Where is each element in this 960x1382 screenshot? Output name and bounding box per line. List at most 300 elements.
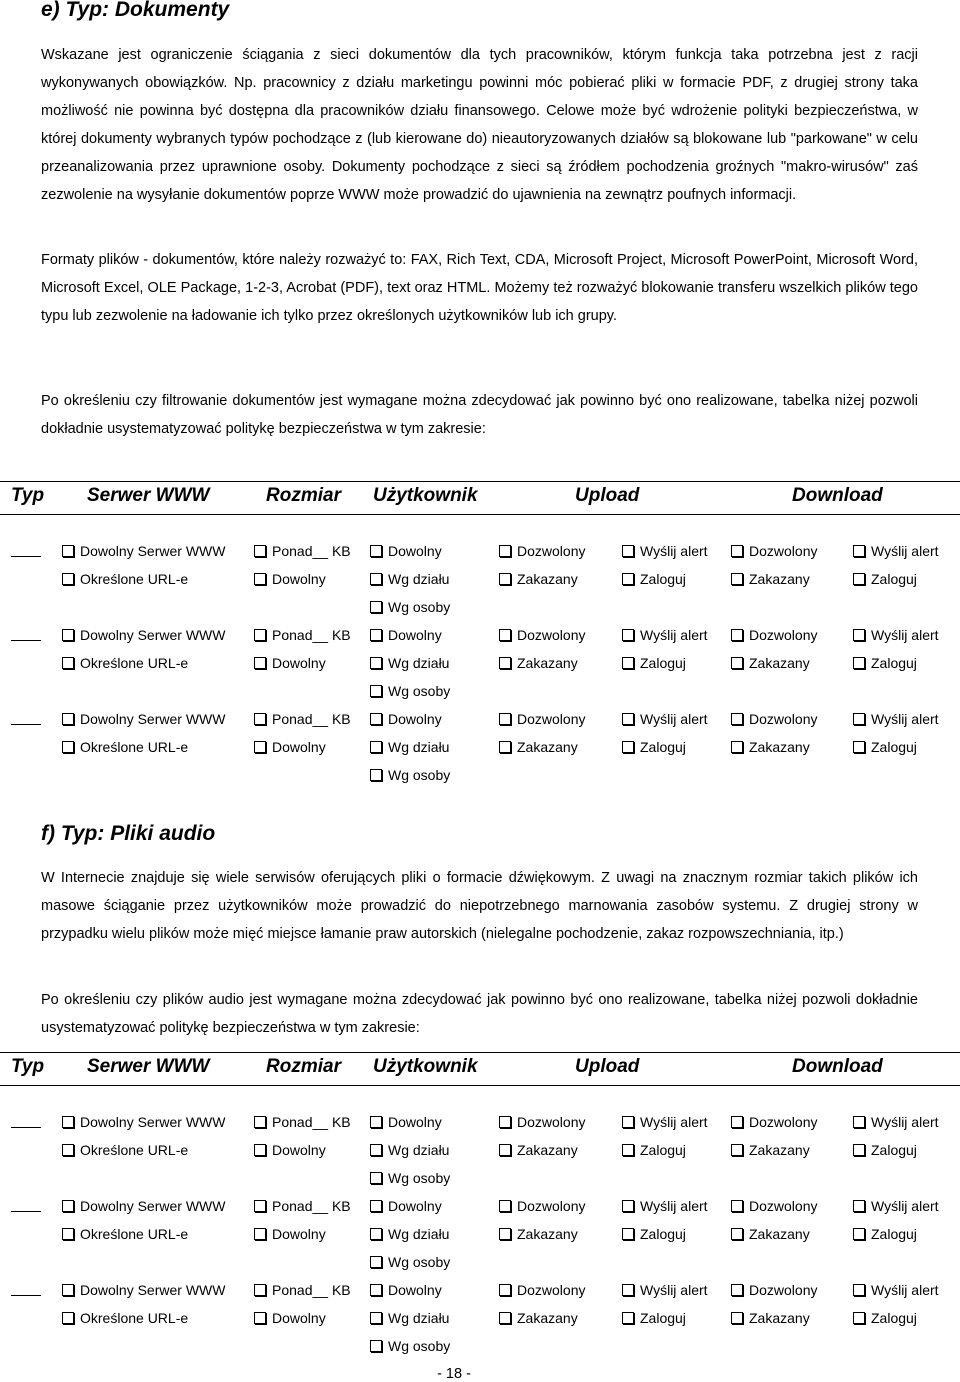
checkbox-icon[interactable] bbox=[370, 629, 382, 641]
checkbox-label: Wg osoby bbox=[388, 1254, 451, 1270]
checkbox-download-allowed[interactable] bbox=[731, 1281, 817, 1299]
checkbox-label: Wyślij alert bbox=[871, 1114, 939, 1130]
checkbox-label: Wg działu bbox=[388, 739, 450, 755]
checkbox-label: Zakazany bbox=[517, 1310, 578, 1326]
checkbox-download-log[interactable] bbox=[853, 1141, 917, 1159]
checkbox-icon[interactable] bbox=[254, 741, 266, 753]
checkbox-icon[interactable] bbox=[731, 713, 743, 725]
checkbox-icon[interactable] bbox=[622, 1312, 634, 1324]
header-uzytkownik: Użytkownik bbox=[373, 485, 478, 506]
checkbox-icon[interactable] bbox=[62, 713, 74, 725]
header-serwer: Serwer WWW bbox=[87, 485, 210, 506]
checkbox-label: Wg działu bbox=[388, 1310, 450, 1326]
checkbox-label: Zaloguj bbox=[640, 739, 686, 755]
checkbox-user-by-department[interactable] bbox=[370, 570, 449, 588]
checkbox-any-server[interactable] bbox=[62, 542, 225, 560]
checkbox-label: Dowolny bbox=[388, 1282, 442, 1298]
checkbox-icon[interactable] bbox=[62, 629, 74, 641]
checkbox-download-log[interactable] bbox=[853, 654, 917, 672]
checkbox-download-log[interactable] bbox=[853, 1309, 917, 1327]
checkbox-user-by-department[interactable] bbox=[370, 738, 449, 756]
checkbox-user-any[interactable] bbox=[370, 626, 442, 644]
checkbox-size-over-kb[interactable] bbox=[254, 710, 351, 728]
checkbox-label: Wg osoby bbox=[388, 1170, 451, 1186]
checkbox-icon[interactable] bbox=[254, 657, 266, 669]
type-blank-line[interactable] bbox=[11, 1211, 41, 1212]
checkbox-any-server[interactable] bbox=[62, 1197, 225, 1215]
checkbox-label: Wyślij alert bbox=[640, 1114, 708, 1130]
checkbox-download-send-alert[interactable] bbox=[853, 1197, 939, 1215]
checkbox-label: Ponad__ KB bbox=[272, 627, 351, 643]
checkbox-label: Dozwolony bbox=[517, 543, 586, 559]
checkbox-label: Zaloguj bbox=[871, 655, 917, 671]
checkbox-user-any[interactable] bbox=[370, 1281, 442, 1299]
checkbox-label: Dozwolony bbox=[517, 1198, 586, 1214]
checkbox-label: Dowolny bbox=[272, 1226, 326, 1242]
checkbox-icon[interactable] bbox=[853, 657, 865, 669]
checkbox-icon[interactable] bbox=[370, 573, 382, 585]
checkbox-icon[interactable] bbox=[622, 1284, 634, 1296]
checkbox-icon[interactable] bbox=[62, 573, 74, 585]
checkbox-label: Zakazany bbox=[517, 1142, 578, 1158]
checkbox-icon[interactable] bbox=[254, 545, 266, 557]
checkbox-label: Zaloguj bbox=[871, 571, 917, 587]
checkbox-label: Zaloguj bbox=[871, 739, 917, 755]
checkbox-download-allowed[interactable] bbox=[731, 626, 817, 644]
checkbox-label: Dowolny bbox=[272, 739, 326, 755]
checkbox-user-by-department[interactable] bbox=[370, 1225, 449, 1243]
checkbox-icon[interactable] bbox=[499, 1116, 511, 1128]
checkbox-label: Zakazany bbox=[749, 655, 810, 671]
checkbox-user-by-person[interactable] bbox=[370, 1337, 450, 1355]
checkbox-upload-send-alert[interactable] bbox=[622, 542, 708, 560]
checkbox-label: Zaloguj bbox=[640, 1142, 686, 1158]
checkbox-icon[interactable] bbox=[62, 545, 74, 557]
checkbox-icon[interactable] bbox=[254, 629, 266, 641]
checkbox-size-over-kb[interactable] bbox=[254, 1281, 351, 1299]
checkbox-download-forbidden[interactable] bbox=[731, 1225, 810, 1243]
checkbox-upload-forbidden[interactable] bbox=[499, 1225, 578, 1243]
checkbox-label: Określone URL-e bbox=[80, 1310, 189, 1326]
checkbox-upload-log[interactable] bbox=[622, 738, 686, 756]
checkbox-icon[interactable] bbox=[622, 1200, 634, 1212]
checkbox-upload-send-alert[interactable] bbox=[622, 710, 708, 728]
header-typ: Typ bbox=[11, 1056, 45, 1077]
header-rozmiar: Rozmiar bbox=[266, 485, 341, 506]
checkbox-label: Wyślij alert bbox=[871, 627, 939, 643]
checkbox-label: Ponad__ KB bbox=[272, 1282, 351, 1298]
checkbox-upload-allowed[interactable] bbox=[499, 542, 585, 560]
checkbox-icon[interactable] bbox=[370, 601, 382, 613]
checkbox-icon[interactable] bbox=[370, 741, 382, 753]
checkbox-label: Zakazany bbox=[749, 1142, 810, 1158]
checkbox-size-over-kb[interactable] bbox=[254, 626, 351, 644]
checkbox-upload-log[interactable] bbox=[622, 654, 686, 672]
checkbox-user-by-department[interactable] bbox=[370, 1309, 449, 1327]
checkbox-label: Zakazany bbox=[749, 739, 810, 755]
page-number: - 18 - bbox=[437, 1366, 471, 1382]
checkbox-upload-allowed[interactable] bbox=[499, 710, 585, 728]
checkbox-size-any[interactable] bbox=[254, 1141, 326, 1159]
checkbox-label: Określone URL-e bbox=[80, 571, 189, 587]
checkbox-upload-forbidden[interactable] bbox=[499, 1141, 578, 1159]
checkbox-upload-log[interactable] bbox=[622, 1141, 686, 1159]
checkbox-icon[interactable] bbox=[370, 769, 382, 781]
checkbox-icon[interactable] bbox=[622, 1116, 634, 1128]
checkbox-specific-urls[interactable] bbox=[62, 654, 188, 672]
checkbox-label: Wyślij alert bbox=[640, 711, 708, 727]
checkbox-icon[interactable] bbox=[499, 1228, 511, 1240]
checkbox-icon[interactable] bbox=[370, 1256, 382, 1268]
section-e-paragraph-2: Formaty plików - dokumentów, które należy rozważyć to: FAX, Rich Text, CDA, Microsoft Project, Microsoft PowerPoint, Microsoft Word, Microsoft Excel, OLE Package, 1-2-3, Acrobat (PDF), text oraz HTML. Możemy też rozważyć blokowanie transferu wszelkich plików tego typu lub zezwolenie na ładowanie ich tylko przez określonych użytkowników lub ich grupy. bbox=[41, 252, 918, 324]
checkbox-download-send-alert[interactable] bbox=[853, 1281, 939, 1299]
checkbox-icon[interactable] bbox=[622, 1228, 634, 1240]
checkbox-label: Określone URL-e bbox=[80, 1142, 189, 1158]
checkbox-label: Zakazany bbox=[517, 739, 578, 755]
checkbox-download-log[interactable] bbox=[853, 570, 917, 588]
checkbox-specific-urls[interactable] bbox=[62, 738, 188, 756]
header-serwer: Serwer WWW bbox=[87, 1056, 210, 1077]
checkbox-label: Zaloguj bbox=[640, 571, 686, 587]
checkbox-download-send-alert[interactable] bbox=[853, 542, 939, 560]
checkbox-label: Określone URL-e bbox=[80, 655, 189, 671]
checkbox-download-allowed[interactable] bbox=[731, 1197, 817, 1215]
checkbox-icon[interactable] bbox=[254, 1144, 266, 1156]
checkbox-upload-allowed[interactable] bbox=[499, 626, 585, 644]
checkbox-icon[interactable] bbox=[254, 713, 266, 725]
checkbox-download-log[interactable] bbox=[853, 1225, 917, 1243]
checkbox-upload-allowed[interactable] bbox=[499, 1113, 585, 1131]
checkbox-user-by-person[interactable] bbox=[370, 766, 450, 784]
checkbox-size-any[interactable] bbox=[254, 654, 326, 672]
checkbox-icon[interactable] bbox=[499, 1284, 511, 1296]
checkbox-size-over-kb[interactable] bbox=[254, 1113, 351, 1131]
checkbox-user-any[interactable] bbox=[370, 542, 442, 560]
table-row bbox=[0, 542, 960, 626]
checkbox-download-forbidden[interactable] bbox=[731, 738, 810, 756]
checkbox-size-any[interactable] bbox=[254, 570, 326, 588]
checkbox-label: Zaloguj bbox=[871, 1310, 917, 1326]
checkbox-icon[interactable] bbox=[499, 629, 511, 641]
checkbox-specific-urls[interactable] bbox=[62, 1225, 188, 1243]
checkbox-label: Wyślij alert bbox=[871, 543, 939, 559]
checkbox-label: Dowolny bbox=[272, 571, 326, 587]
checkbox-label: Dozwolony bbox=[749, 543, 818, 559]
checkbox-upload-send-alert[interactable] bbox=[622, 1281, 708, 1299]
checkbox-label: Zakazany bbox=[749, 1310, 810, 1326]
checkbox-user-any[interactable] bbox=[370, 1197, 442, 1215]
checkbox-label: Dowolny Serwer WWW bbox=[80, 711, 226, 727]
checkbox-specific-urls[interactable] bbox=[62, 570, 188, 588]
header-upload: Upload bbox=[575, 485, 640, 506]
checkbox-label: Dozwolony bbox=[749, 627, 818, 643]
checkbox-icon[interactable] bbox=[622, 545, 634, 557]
checkbox-icon[interactable] bbox=[622, 741, 634, 753]
checkbox-label: Wg osoby bbox=[388, 767, 451, 783]
checkbox-user-by-department[interactable] bbox=[370, 654, 449, 672]
checkbox-label: Dozwolony bbox=[517, 627, 586, 643]
checkbox-label: Dozwolony bbox=[749, 1198, 818, 1214]
checkbox-label: Dowolny bbox=[388, 1198, 442, 1214]
checkbox-label: Wyślij alert bbox=[640, 627, 708, 643]
section-e-title: e) Typ: Dokumenty bbox=[41, 0, 230, 21]
checkbox-icon[interactable] bbox=[62, 1284, 74, 1296]
checkbox-label: Zaloguj bbox=[640, 1310, 686, 1326]
checkbox-icon[interactable] bbox=[731, 629, 743, 641]
checkbox-icon[interactable] bbox=[370, 657, 382, 669]
table-row bbox=[0, 1281, 960, 1365]
checkbox-icon[interactable] bbox=[731, 657, 743, 669]
checkbox-label: Zaloguj bbox=[871, 1226, 917, 1242]
checkbox-icon[interactable] bbox=[499, 1312, 511, 1324]
checkbox-label: Dowolny bbox=[388, 711, 442, 727]
checkbox-any-server[interactable] bbox=[62, 1113, 225, 1131]
checkbox-icon[interactable] bbox=[499, 1200, 511, 1212]
checkbox-icon[interactable] bbox=[622, 713, 634, 725]
section-e-paragraph-1: Wskazane jest ograniczenie ściągania z sieci dokumentów dla tych pracowników, którym funkcja taka potrzebna jest z racji wykonywanych obowiązków. Np. pracownicy z działu marketingu powinni móc pobierać pliki w formacie PDF, z drugiej strony taka możliwość nie powinna być dostępna dla pracowników działu finansowego. Celowe może być wdrożenie polityki bezpieczeństwa, w której dokumenty wybranych typów pochodzące z (lub kierowane do) nieautoryzowanych działów są blokowane lub "parkowane" w celu przeanalizowania przez uprawnione osoby. Dokumenty pochodzące z sieci są źródłem pochodzenia groźnych "makro-wirusów" zaś zezwolenie na wysyłanie dokumentów poprze WWW może prowadzić do ujawnienia na zewnątrz poufnych informacji. bbox=[41, 47, 918, 203]
checkbox-icon[interactable] bbox=[853, 1228, 865, 1240]
checkbox-icon[interactable] bbox=[254, 1312, 266, 1324]
checkbox-label: Zakazany bbox=[517, 1226, 578, 1242]
checkbox-size-over-kb[interactable] bbox=[254, 542, 351, 560]
checkbox-label: Dowolny Serwer WWW bbox=[80, 627, 226, 643]
checkbox-download-forbidden[interactable] bbox=[731, 1309, 810, 1327]
checkbox-label: Dozwolony bbox=[517, 1282, 586, 1298]
checkbox-upload-log[interactable] bbox=[622, 1309, 686, 1327]
checkbox-label: Dowolny bbox=[388, 1114, 442, 1130]
checkbox-icon[interactable] bbox=[370, 1284, 382, 1296]
checkbox-icon[interactable] bbox=[370, 1172, 382, 1184]
checkbox-label: Dowolny bbox=[272, 655, 326, 671]
checkbox-icon[interactable] bbox=[62, 657, 74, 669]
checkbox-icon[interactable] bbox=[853, 741, 865, 753]
checkbox-icon[interactable] bbox=[370, 545, 382, 557]
header-uzytkownik: Użytkownik bbox=[373, 1056, 478, 1077]
checkbox-download-send-alert[interactable] bbox=[853, 626, 939, 644]
header-typ: Typ bbox=[11, 485, 45, 506]
checkbox-icon[interactable] bbox=[853, 573, 865, 585]
checkbox-label: Wyślij alert bbox=[640, 1198, 708, 1214]
checkbox-icon[interactable] bbox=[370, 1340, 382, 1352]
table-row bbox=[0, 710, 960, 794]
checkbox-icon[interactable] bbox=[731, 1144, 743, 1156]
checkbox-label: Wyślij alert bbox=[871, 1282, 939, 1298]
checkbox-upload-allowed[interactable] bbox=[499, 1197, 585, 1215]
checkbox-icon[interactable] bbox=[370, 1228, 382, 1240]
checkbox-download-allowed[interactable] bbox=[731, 710, 817, 728]
checkbox-icon[interactable] bbox=[499, 1144, 511, 1156]
checkbox-icon[interactable] bbox=[62, 741, 74, 753]
checkbox-label: Określone URL-e bbox=[80, 739, 189, 755]
checkbox-icon[interactable] bbox=[370, 685, 382, 697]
checkbox-label: Dozwolony bbox=[749, 1282, 818, 1298]
checkbox-user-by-person[interactable] bbox=[370, 682, 450, 700]
header-download: Download bbox=[792, 485, 883, 506]
checkbox-upload-forbidden[interactable] bbox=[499, 654, 578, 672]
table-row bbox=[0, 1197, 960, 1281]
checkbox-icon[interactable] bbox=[622, 657, 634, 669]
checkbox-icon[interactable] bbox=[62, 1200, 74, 1212]
checkbox-label: Dozwolony bbox=[517, 711, 586, 727]
checkbox-size-any[interactable] bbox=[254, 1309, 326, 1327]
checkbox-size-any[interactable] bbox=[254, 1225, 326, 1243]
checkbox-size-any[interactable] bbox=[254, 738, 326, 756]
type-blank-line[interactable] bbox=[11, 724, 41, 725]
checkbox-upload-forbidden[interactable] bbox=[499, 738, 578, 756]
checkbox-label: Dozwolony bbox=[749, 1114, 818, 1130]
checkbox-icon[interactable] bbox=[853, 1116, 865, 1128]
section-f-title: f) Typ: Pliki audio bbox=[41, 822, 216, 845]
checkbox-icon[interactable] bbox=[254, 1116, 266, 1128]
checkbox-upload-send-alert[interactable] bbox=[622, 1197, 708, 1215]
checkbox-icon[interactable] bbox=[731, 1228, 743, 1240]
checkbox-icon[interactable] bbox=[254, 573, 266, 585]
checkbox-icon[interactable] bbox=[370, 713, 382, 725]
table-row bbox=[0, 1113, 960, 1197]
checkbox-icon[interactable] bbox=[370, 1200, 382, 1212]
checkbox-upload-forbidden[interactable] bbox=[499, 1309, 578, 1327]
checkbox-label: Zakazany bbox=[517, 571, 578, 587]
checkbox-icon[interactable] bbox=[370, 1116, 382, 1128]
checkbox-specific-urls[interactable] bbox=[62, 1141, 188, 1159]
checkbox-label: Dowolny bbox=[272, 1142, 326, 1158]
checkbox-icon[interactable] bbox=[853, 545, 865, 557]
checkbox-any-server[interactable] bbox=[62, 710, 225, 728]
checkbox-label: Wg działu bbox=[388, 1142, 450, 1158]
checkbox-label: Wg osoby bbox=[388, 683, 451, 699]
checkbox-label: Dozwolony bbox=[749, 711, 818, 727]
type-blank-line[interactable] bbox=[11, 640, 41, 641]
checkbox-icon[interactable] bbox=[853, 1284, 865, 1296]
section-e-paragraph-3: Po określeniu czy filtrowanie dokumentów jest wymagane można zdecydować jak powinno być ono realizowane, tabelka niżej pozwoli dokładnie usystematyzować politykę bezpieczeństwa w tym zakresie: bbox=[41, 393, 918, 437]
checkbox-label: Ponad__ KB bbox=[272, 543, 351, 559]
checkbox-download-log[interactable] bbox=[853, 738, 917, 756]
header-download: Download bbox=[792, 1056, 883, 1077]
checkbox-label: Określone URL-e bbox=[80, 1226, 189, 1242]
checkbox-icon[interactable] bbox=[62, 1144, 74, 1156]
checkbox-icon[interactable] bbox=[731, 1116, 743, 1128]
checkbox-size-over-kb[interactable] bbox=[254, 1197, 351, 1215]
checkbox-label: Wyślij alert bbox=[640, 1282, 708, 1298]
checkbox-label: Dowolny Serwer WWW bbox=[80, 1198, 226, 1214]
checkbox-user-by-person[interactable] bbox=[370, 598, 450, 616]
checkbox-icon[interactable] bbox=[853, 713, 865, 725]
checkbox-icon[interactable] bbox=[370, 1144, 382, 1156]
checkbox-icon[interactable] bbox=[731, 573, 743, 585]
checkbox-upload-log[interactable] bbox=[622, 570, 686, 588]
checkbox-label: Dowolny bbox=[272, 1310, 326, 1326]
checkbox-icon[interactable] bbox=[499, 573, 511, 585]
checkbox-user-any[interactable] bbox=[370, 1113, 442, 1131]
checkbox-label: Dowolny Serwer WWW bbox=[80, 543, 226, 559]
checkbox-upload-send-alert[interactable] bbox=[622, 1113, 708, 1131]
checkbox-icon[interactable] bbox=[499, 657, 511, 669]
checkbox-icon[interactable] bbox=[731, 545, 743, 557]
checkbox-icon[interactable] bbox=[731, 1200, 743, 1212]
checkbox-icon[interactable] bbox=[499, 713, 511, 725]
checkbox-icon[interactable] bbox=[731, 741, 743, 753]
checkbox-upload-send-alert[interactable] bbox=[622, 626, 708, 644]
checkbox-user-by-department[interactable] bbox=[370, 1141, 449, 1159]
table-header bbox=[0, 481, 960, 515]
checkbox-download-forbidden[interactable] bbox=[731, 1141, 810, 1159]
checkbox-label: Zakazany bbox=[749, 571, 810, 587]
checkbox-icon[interactable] bbox=[853, 1144, 865, 1156]
checkbox-user-by-person[interactable] bbox=[370, 1253, 450, 1271]
checkbox-label: Dowolny bbox=[388, 627, 442, 643]
checkbox-download-allowed[interactable] bbox=[731, 1113, 817, 1131]
checkbox-upload-allowed[interactable] bbox=[499, 1281, 585, 1299]
checkbox-user-by-person[interactable] bbox=[370, 1169, 450, 1187]
checkbox-icon[interactable] bbox=[731, 1312, 743, 1324]
type-blank-line[interactable] bbox=[11, 556, 41, 557]
checkbox-label: Wyślij alert bbox=[871, 1198, 939, 1214]
header-upload: Upload bbox=[575, 1056, 640, 1077]
checkbox-download-forbidden[interactable] bbox=[731, 654, 810, 672]
checkbox-label: Zaloguj bbox=[640, 1226, 686, 1242]
checkbox-icon[interactable] bbox=[370, 1312, 382, 1324]
checkbox-label: Dowolny Serwer WWW bbox=[80, 1282, 226, 1298]
table-header bbox=[0, 1052, 960, 1086]
checkbox-icon[interactable] bbox=[499, 545, 511, 557]
checkbox-label: Ponad__ KB bbox=[272, 711, 351, 727]
checkbox-label: Dozwolony bbox=[517, 1114, 586, 1130]
type-blank-line[interactable] bbox=[11, 1295, 41, 1296]
checkbox-icon[interactable] bbox=[62, 1116, 74, 1128]
checkbox-download-send-alert[interactable] bbox=[853, 710, 939, 728]
checkbox-label: Wyślij alert bbox=[871, 711, 939, 727]
checkbox-upload-forbidden[interactable] bbox=[499, 570, 578, 588]
checkbox-icon[interactable] bbox=[853, 629, 865, 641]
checkbox-label: Zaloguj bbox=[871, 1142, 917, 1158]
checkbox-icon[interactable] bbox=[254, 1200, 266, 1212]
checkbox-icon[interactable] bbox=[622, 1144, 634, 1156]
checkbox-icon[interactable] bbox=[731, 1284, 743, 1296]
checkbox-label: Wg osoby bbox=[388, 599, 451, 615]
checkbox-label: Wg działu bbox=[388, 1226, 450, 1242]
checkbox-label: Zakazany bbox=[517, 655, 578, 671]
section-f-paragraph-1: W Internecie znajduje się wiele serwisów oferujących pliki o formacie dźwiękowym. Z uwagi na znacznym rozmiar takich plików ich masowe ściąganie przez użytkowników może prowadzić do niepotrzebnego marnowania zasobów systemu. Z drugiej strony w przypadku wielu plików może mięć miejsce łamanie praw autorskich (nielegalne pochodzenie, zakaz rozpowszechniania, itp.) bbox=[41, 870, 918, 942]
checkbox-label: Ponad__ KB bbox=[272, 1198, 351, 1214]
checkbox-download-allowed[interactable] bbox=[731, 542, 817, 560]
checkbox-label: Ponad__ KB bbox=[272, 1114, 351, 1130]
checkbox-icon[interactable] bbox=[622, 629, 634, 641]
section-f-paragraph-2: Po określeniu czy plików audio jest wymagane można zdecydować jak powinno być ono realizowane, tabelka niżej pozwoli dokładnie usystematyzować politykę bezpieczeństwa w tym zakresie: bbox=[41, 992, 918, 1036]
checkbox-icon[interactable] bbox=[62, 1228, 74, 1240]
checkbox-any-server[interactable] bbox=[62, 626, 225, 644]
checkbox-icon[interactable] bbox=[62, 1312, 74, 1324]
checkbox-icon[interactable] bbox=[254, 1228, 266, 1240]
checkbox-user-any[interactable] bbox=[370, 710, 442, 728]
checkbox-icon[interactable] bbox=[853, 1312, 865, 1324]
type-blank-line[interactable] bbox=[11, 1127, 41, 1128]
checkbox-label: Wyślij alert bbox=[640, 543, 708, 559]
table-row bbox=[0, 626, 960, 710]
checkbox-icon[interactable] bbox=[622, 573, 634, 585]
checkbox-download-send-alert[interactable] bbox=[853, 1113, 939, 1131]
checkbox-label: Wg działu bbox=[388, 571, 450, 587]
checkbox-label: Zaloguj bbox=[640, 655, 686, 671]
checkbox-label: Zakazany bbox=[749, 1226, 810, 1242]
checkbox-icon[interactable] bbox=[853, 1200, 865, 1212]
checkbox-specific-urls[interactable] bbox=[62, 1309, 188, 1327]
checkbox-upload-log[interactable] bbox=[622, 1225, 686, 1243]
checkbox-any-server[interactable] bbox=[62, 1281, 225, 1299]
checkbox-download-forbidden[interactable] bbox=[731, 570, 810, 588]
checkbox-label: Dowolny Serwer WWW bbox=[80, 1114, 226, 1130]
checkbox-icon[interactable] bbox=[254, 1284, 266, 1296]
checkbox-icon[interactable] bbox=[499, 741, 511, 753]
